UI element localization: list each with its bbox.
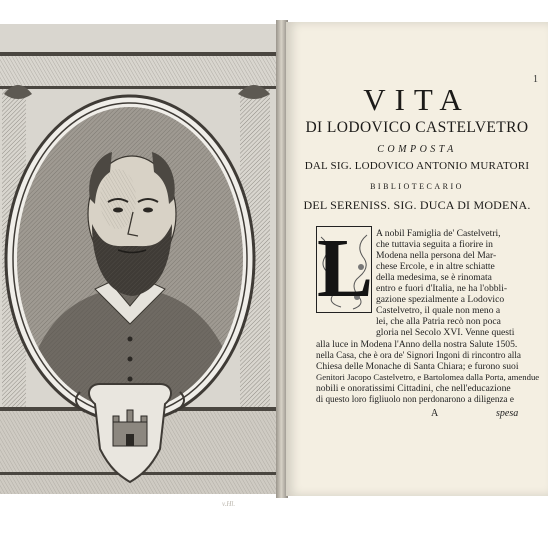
body-line: gloria nel Secolo XVI. Venne questi bbox=[376, 327, 515, 338]
body-line: gazione spezialmente a Lodovico bbox=[376, 294, 505, 305]
body-line: Modena nella persona del Mar- bbox=[376, 250, 497, 261]
title-author: DAL SIG. LODOVICO ANTONIO MURATORI bbox=[304, 160, 530, 172]
plate-mark: v.Hl. bbox=[222, 500, 236, 508]
portrait-engraving bbox=[0, 24, 280, 494]
title-role: BIBLIOTECARIO bbox=[370, 182, 464, 191]
body-line: di questo loro figliuolo non perdonarono a diligenza e bbox=[316, 394, 514, 404]
title-vita: VITA bbox=[363, 82, 471, 117]
body-line: nobili e onoratissimi Cittadini, che nell'educazione bbox=[316, 383, 511, 394]
body-line: della medesima, se è rinomata bbox=[376, 272, 492, 283]
signature-mark: A bbox=[431, 408, 439, 419]
page-number: 1 bbox=[533, 74, 538, 85]
body-line: Genitori Jacopo Castelvetro, e Bartolomea dalla Porta, amendue bbox=[316, 372, 540, 382]
body-line: Chiesa delle Monache di Santa Chiara; e furono suoi bbox=[316, 361, 519, 372]
body-line: che tuttavia seguita a fiorire in bbox=[376, 239, 493, 250]
decorated-initial bbox=[316, 222, 374, 315]
title-composta: COMPOSTA bbox=[377, 144, 457, 155]
body-line: nella Casa, che è ora de' Signori Ingoni di rincontro alla bbox=[316, 350, 521, 360]
body-line: alla luce in Modena l'Anno della nostra Salute 1505. bbox=[316, 339, 518, 350]
body-line: entro e fuori d'Italia, ne ha l'obbli- bbox=[376, 283, 508, 294]
body-line: A nobil Famiglia de' Castelvetri, bbox=[376, 228, 501, 239]
right-page-text bbox=[286, 22, 548, 496]
body-line: chese Ercole, e in altre schiatte bbox=[376, 261, 495, 272]
body-line: Castelvetro, il quale non meno a bbox=[376, 305, 501, 316]
catchword: spesa bbox=[496, 408, 519, 419]
drop-cap-letter: L bbox=[317, 222, 374, 315]
left-page-portrait-plate bbox=[0, 24, 280, 494]
title-subject: DI LODOVICO CASTELVETRO bbox=[305, 119, 529, 136]
body-line: lei, che alla Patria recò non poca bbox=[376, 316, 501, 327]
title-patron: DEL SERENISS. SIG. DUCA DI MODENA. bbox=[303, 198, 531, 212]
